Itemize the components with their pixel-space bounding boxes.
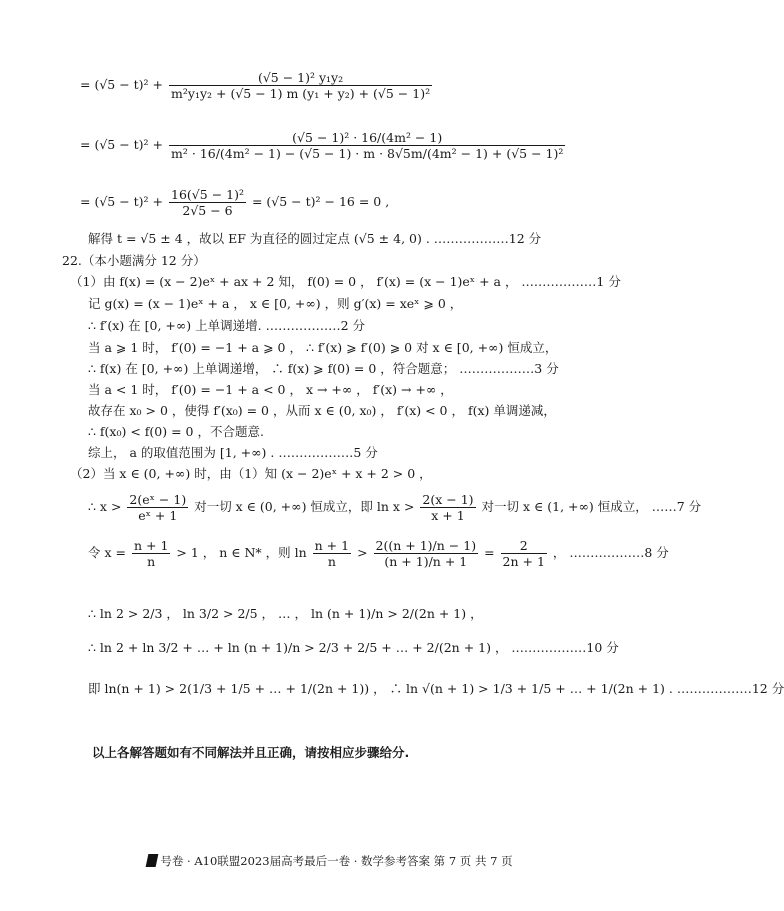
step-9: ∴ ln 2 > 2/3 ， ln 3/2 > 2/5 ， … ， ln (n + 1)/n > 2/(2n + 1) ，: [88, 606, 483, 621]
numerator: n + 1: [314, 538, 350, 553]
numerator: 2(eˣ − 1): [129, 492, 187, 507]
part1-line-3: ∴ f′(x) 在 [0, +∞) 上单调递增. ………………2 分: [88, 318, 366, 333]
page-footer: [0, 853, 660, 869]
lhs: = (√5 − t)² +: [80, 194, 164, 209]
rhs: = (√5 − t)² − 16 = 0 ,: [251, 194, 390, 209]
numerator: 16(√5 − 1)²: [171, 187, 244, 202]
problem-22-heading: 22.（本小题满分 12 分）: [62, 253, 206, 268]
part1-line-8: ∴ f(x₀) < f(0) = 0 ，不合题意.: [88, 424, 264, 439]
footer-brand: 号卷 ·: [160, 854, 191, 868]
fraction: [313, 538, 351, 569]
derivation-line-2: [80, 130, 567, 161]
denominator: x + 1: [431, 508, 465, 523]
fraction: [420, 492, 475, 523]
grading-note: 以上各解答题如有不同解法并且正确，请按相应步骤给分.: [92, 745, 410, 760]
denominator: (n + 1)/n + 1: [384, 554, 468, 569]
step-10: ∴ ln 2 + ln 3/2 + … + ln (n + 1)/n > 2/3 + 2/5 + … + 2/(2n + 1) ， ………………10 分: [88, 640, 619, 655]
denominator: m² · 16/(4m² − 1) − (√5 − 1) · m · 8√5m/(4m² − 1) + (√5 − 1)²: [171, 146, 564, 161]
step-12: 即 ln(n + 1) > 2(1/3 + 1/5 + … + 1/(2n + 1)) ， ∴ ln √(n + 1) > 1/3 + 1/5 + … + 1/(2n + 1) . ………………12 分: [88, 681, 784, 696]
fraction: [374, 538, 479, 569]
derivation-line-1: [80, 70, 434, 101]
fraction: [169, 130, 565, 161]
denominator: m²y₁y₂ + (√5 − 1) m (y₁ + y₂) + (√5 − 1)²: [171, 86, 431, 101]
text: > 1 ， n ∈ N* ，则 ln: [176, 545, 307, 560]
lhs: = (√5 − t)² +: [80, 137, 164, 152]
brand-logo-icon: [146, 854, 159, 867]
text: 对一切 x ∈ (0, +∞) 恒成立，即 ln x >: [194, 499, 415, 514]
denominator: eˣ + 1: [138, 508, 178, 523]
fraction: [169, 187, 246, 218]
numerator: (√5 − 1)² · 16/(4m² − 1): [169, 130, 565, 146]
part1-line-2: 记 g(x) = (x − 1)eˣ + a ， x ∈ [0, +∞) ，则 g′(x) = xeˣ ⩾ 0 ，: [88, 296, 463, 311]
lhs: = (√5 − t)² +: [80, 77, 164, 92]
part2-intro: （2）当 x ∈ (0, +∞) 时，由（1）知 (x − 2)eˣ + x + 2 > 0 ，: [70, 466, 432, 481]
part1-line-1: （1）由 f(x) = (x − 2)eˣ + ax + 2 知， f(0) = 0 ， f′(x) = (x − 1)eˣ + a ， ………………1 分: [70, 274, 621, 289]
footer-text: A10联盟2023届高考最后一卷 · 数学参考答案 第 7 页 共 7 页: [194, 854, 513, 868]
part1-line-9: 综上， a 的取值范围为 [1, +∞) . ………………5 分: [88, 445, 378, 460]
denominator: 2√5 − 6: [182, 203, 233, 218]
fraction: [132, 538, 170, 569]
step-8: [88, 538, 669, 569]
numerator: (√5 − 1)² y₁y₂: [169, 70, 432, 86]
text: ， ………………8 分: [552, 545, 669, 560]
numerator: n + 1: [133, 538, 169, 553]
numerator: 2: [501, 538, 547, 554]
fraction: [127, 492, 188, 523]
text: ∴ x >: [88, 499, 122, 514]
part1-line-7: 故存在 x₀ > 0 ，使得 f′(x₀) = 0 ，从而 x ∈ (0, x₀) ， f′(x) < 0 ， f(x) 单调递减，: [88, 403, 556, 418]
numerator: 2((n + 1)/n − 1): [375, 538, 477, 553]
denominator: n: [327, 554, 336, 569]
fraction: [501, 538, 547, 569]
part1-line-6: 当 a < 1 时， f′(0) = −1 + a < 0 ， x → +∞ ， f′(x) → +∞ ，: [88, 382, 453, 397]
denominator: n: [147, 554, 156, 569]
text: >: [357, 545, 368, 560]
numerator: 2(x − 1): [422, 492, 474, 507]
text: =: [484, 545, 495, 560]
text: 对一切 x ∈ (1, +∞) 恒成立， ……7 分: [481, 499, 702, 514]
part1-line-5: ∴ f(x) 在 [0, +∞) 上单调递增， ∴ f(x) ⩾ f(0) = 0 ，符合题意； ………………3 分: [88, 361, 559, 376]
text: 令 x =: [88, 545, 126, 560]
derivation-line-3: [80, 187, 389, 218]
fraction: [169, 70, 432, 101]
denominator: 2n + 1: [502, 554, 545, 569]
step-7: [88, 492, 701, 523]
solve-line: 解得 t = √5 ± 4 ，故以 EF 为直径的圆过定点 (√5 ± 4, 0) . ………………12 分: [88, 231, 542, 246]
part1-line-4: 当 a ⩾ 1 时， f′(0) = −1 + a ⩾ 0 ， ∴ f′(x) ⩾ f′(0) ⩾ 0 对 x ∈ [0, +∞) 恒成立，: [88, 340, 558, 355]
